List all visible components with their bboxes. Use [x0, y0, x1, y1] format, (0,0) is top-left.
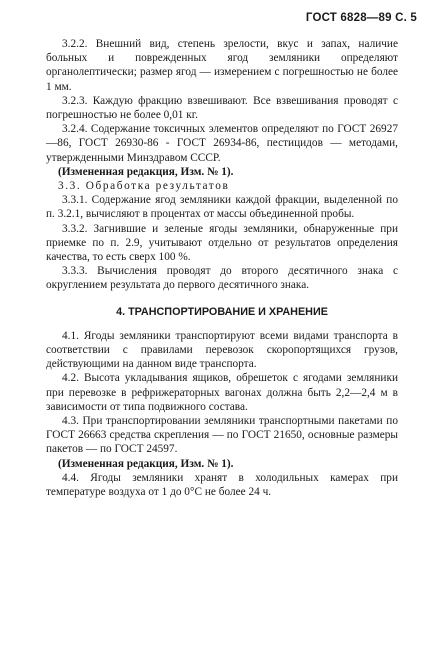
- amendment-note: (Измененная редакция, Изм. № 1).: [58, 165, 234, 178]
- paragraph-4-3: 4.3. При транспортировании земляники транспортными пакетами по ГОСТ 26663 средства скрепления — по ГОСТ 21650, основные размеры пакетов — по ГОСТ 24597.: [46, 415, 398, 456]
- paragraph-3-2-2: 3.2.2. Внешний вид, степень зрелости, вкус и запах, наличие больных и поврежденных ягод земляники определяют органолептически; размер ягод — измерением с погрешностью не более 1 мм.: [46, 38, 398, 93]
- paragraph-4-2: 4.2. Высота укладывания ящиков, обрешеток с ягодами земляники при перевозке в рефрижераторных вагонах должна быть 2,2—2,4 м в зависимости от типа подвижного состава.: [46, 372, 398, 413]
- paragraph-4-4: 4.4. Ягоды земляники хранят в холодильных камерах при температуре воздуха от 1 до 0°С не более 24 ч.: [46, 471, 398, 499]
- paragraph-3-2-3: 3.2.3. Каждую фракцию взвешивают. Все взвешивания проводят с погрешностью не более 0,01 кг.: [46, 94, 398, 122]
- paragraph-3-3-2: 3.3.2. Загнившие и зеленые ягоды земляники, обнаруженные при приемке по п. 2.9, учитывают отдельно от результатов определения качества, то есть сверх 100 %.: [46, 222, 398, 264]
- paragraph-3-2-4: 3.2.4. Содержание токсичных элементов определяют по ГОСТ 26927—86, ГОСТ 26930-86 - ГОСТ 26934-86, пестицидов — методами, утвержденными Минздравом СССР.: [46, 123, 398, 164]
- page-header: ГОСТ 6828—89 С. 5: [305, 12, 417, 24]
- document-body: [46, 37, 398, 499]
- paragraph-4-1: 4.1. Ягоды земляники транспортируют всеми видами транспорта в соответствии с правилами перевозок скоропортящихся грузов, действующими на данном виде транспорта.: [46, 329, 398, 371]
- amendment-note: (Измененная редакция, Изм. № 1).: [58, 457, 234, 470]
- section-heading-4: 4. ТРАНСПОРТИРОВАНИЕ И ХРАНЕНИЕ: [116, 305, 328, 318]
- paragraph-3-3-1: 3.3.1. Содержание ягод земляники каждой фракции, выделенной по п. 3.2.1, вычисляют в процентах от массы объединенной пробы.: [46, 194, 398, 221]
- paragraph-3-3-3: 3.3.3. Вычисления проводят до второго десятичного знака с округлением результата до первого десятичного знака.: [46, 265, 398, 292]
- subsection-heading-3-3: 3.3. Обработка результатов: [58, 180, 230, 193]
